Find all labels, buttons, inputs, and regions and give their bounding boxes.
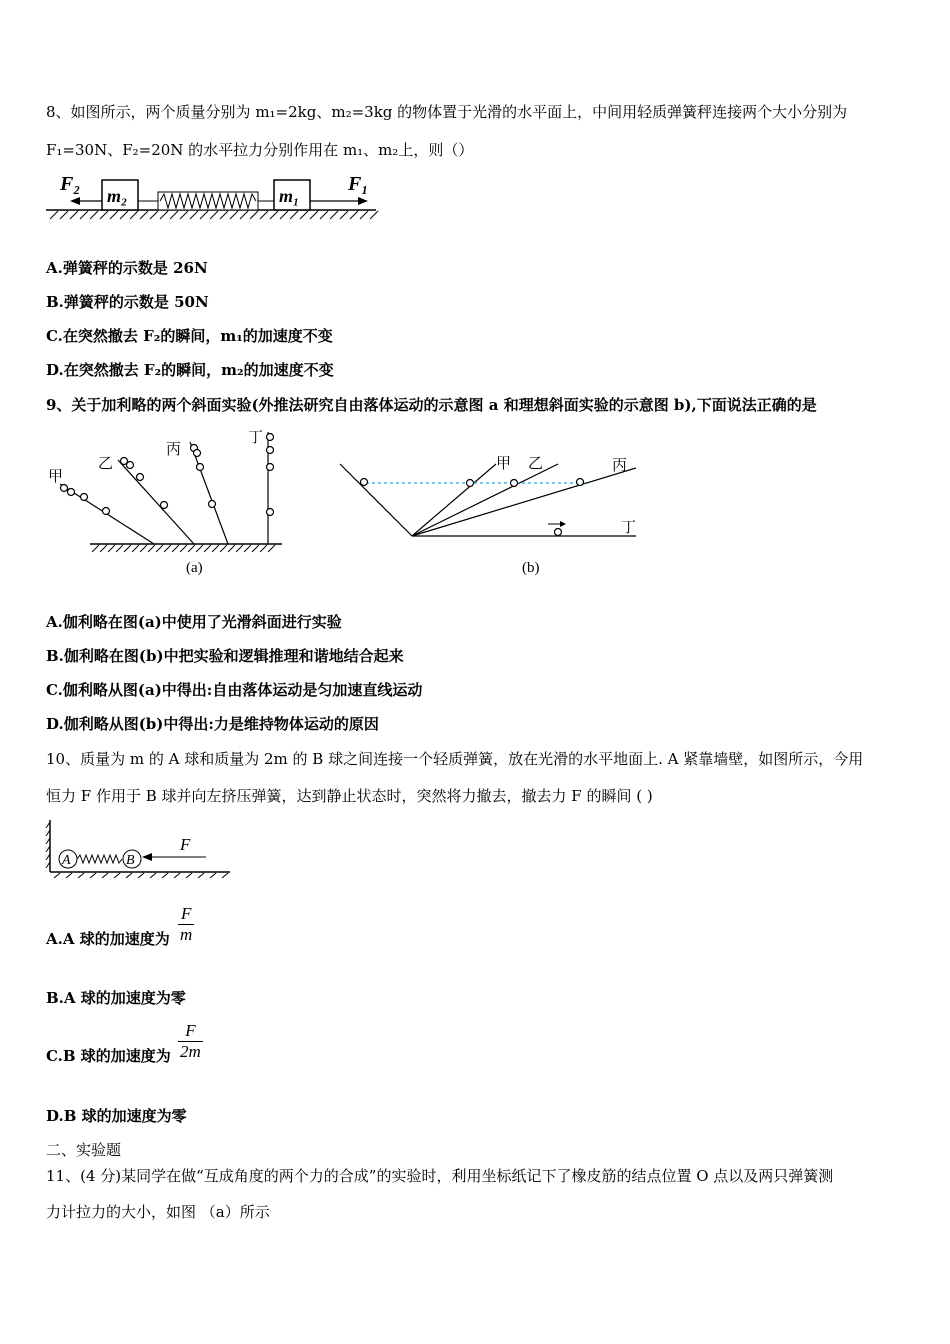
label-ding: 丁 xyxy=(621,520,637,536)
q9-option-a: A.伽利略在图(a)中使用了光滑斜面进行实验 xyxy=(46,613,342,631)
q11-stem-line2: 力计拉力的大小，如图 （a）所示 xyxy=(46,1203,270,1221)
label-jia: 甲 xyxy=(48,469,64,485)
spring-coil xyxy=(77,855,122,863)
q10-option-c-fraction xyxy=(178,1021,203,1062)
ball-a-label: A xyxy=(62,853,71,868)
q10-option-a: A.A 球的加速度为 xyxy=(46,930,170,948)
q9-option-c: C.伽利略从图(a)中得出:自由落体运动是匀加速直线运动 xyxy=(46,681,423,699)
q10-stem-line2: 恒力 F 作用于 B 球并向左挤压弹簧，达到静止状态时，突然将力撤去，撤去力 F 的瞬间 ( ) xyxy=(46,787,653,805)
q8-stem-line1: 8、如图所示，两个质量分别为 m₁=2kg、m₂=3kg 的物体置于光滑的水平面上，中间用轻质弹簧秤连接两个大小分别为 xyxy=(46,103,848,121)
q9-stem: 9、关于加利略的两个斜面实验(外推法研究自由落体运动的示意图 a 和理想斜面实验的示意图 b),下面说法正确的是 xyxy=(46,396,817,414)
q8-option-c: C.在突然撤去 F₂的瞬间，m₁的加速度不变 xyxy=(46,327,333,345)
label-jia: 甲 xyxy=(496,456,512,472)
q9-figure-b xyxy=(336,448,646,578)
arrow-left-icon xyxy=(142,853,152,861)
m1-label: m₁ xyxy=(279,186,300,206)
fraction-numerator: F xyxy=(180,904,192,923)
q10-stem-line1: 10、质量为 m 的 A 球和质量为 2m 的 B 球之间连接一个轻质弹簧，放在光滑的水平地面上. A 紧靠墙壁，如图所示，今用 xyxy=(46,750,864,768)
q10-option-a-fraction xyxy=(178,904,194,945)
arrow-right-icon xyxy=(560,521,566,527)
q8-option-b: B.弹簧秤的示数是 50N xyxy=(46,293,209,311)
q11-stem-line1: 11、(4 分)某同学在做“互成角度的两个力的合成”的实验时，利用坐标纸记下了橡皮筋的结点位置 O 点以及两只弹簧测 xyxy=(46,1167,834,1185)
q9-option-d: D.伽利略从图(b)中得出:力是维持物体运动的原因 xyxy=(46,715,379,733)
q8-stem-line2: F₁=30N、F₂=20N 的水平拉力分别作用在 m₁、m₂上，则（） xyxy=(46,141,474,159)
ball-b-label: B xyxy=(126,853,135,868)
f1-label: F₁ xyxy=(348,173,369,195)
q9-figure-a xyxy=(46,428,286,578)
fraction-denominator: 2m xyxy=(180,1042,201,1061)
q10-option-c: C.B 球的加速度为 xyxy=(46,1047,171,1065)
q8-figure xyxy=(46,170,378,222)
caption-b: (b) xyxy=(522,560,540,576)
q8-option-a: A.弹簧秤的示数是 26N xyxy=(46,259,208,277)
label-yi: 乙 xyxy=(528,456,544,472)
label-yi: 乙 xyxy=(98,456,114,472)
q10-figure xyxy=(46,818,232,878)
label-bing: 丙 xyxy=(166,442,182,458)
m2-label: m₂ xyxy=(107,186,128,206)
label-bing: 丙 xyxy=(612,458,628,474)
fraction-numerator: F xyxy=(185,1021,196,1040)
f2-label: F₂ xyxy=(60,173,81,195)
label-ding: 丁 xyxy=(248,430,264,446)
arrow-right-icon xyxy=(358,197,368,205)
q10-option-b: B.A 球的加速度为零 xyxy=(46,989,186,1007)
fraction-denominator: m xyxy=(180,925,193,944)
caption-a: (a) xyxy=(186,560,203,576)
force-label: F xyxy=(180,835,191,854)
q8-option-d: D.在突然撤去 F₂的瞬间，m₂的加速度不变 xyxy=(46,361,334,379)
arrow-left-icon xyxy=(70,197,80,205)
q9-option-b: B.伽利略在图(b)中把实验和逻辑推理和谐地结合起来 xyxy=(46,647,404,665)
q10-option-d: D.B 球的加速度为零 xyxy=(46,1107,187,1125)
section-heading: 二、实验题 xyxy=(46,1141,122,1159)
